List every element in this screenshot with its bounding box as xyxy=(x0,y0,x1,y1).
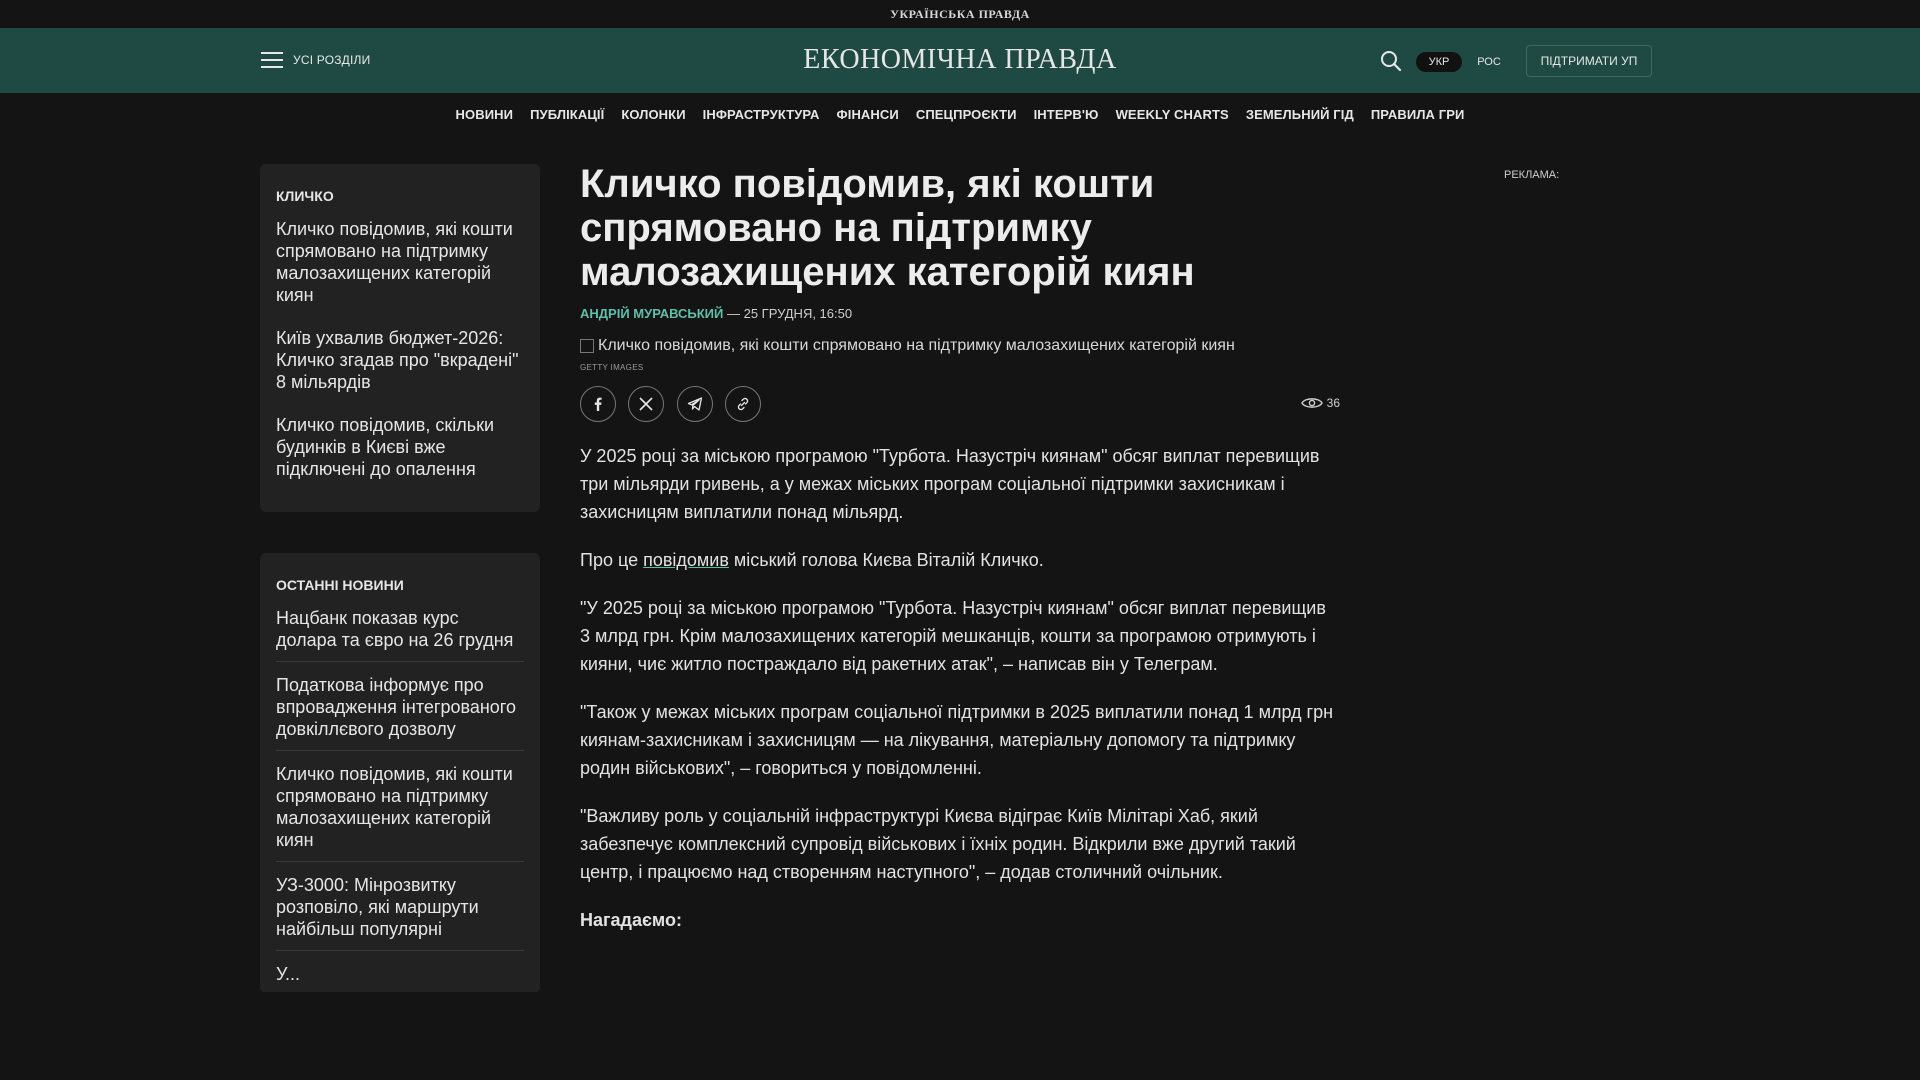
recall-heading: Нагадаємо: xyxy=(580,910,682,930)
search-icon[interactable] xyxy=(1379,49,1403,73)
list-item[interactable]: Кличко повідомив, які кошти спрямовано на підтримку малозахищених категорій киян xyxy=(276,219,513,305)
list-item[interactable]: Київ ухвалив бюджет-2026: Кличко згадав про "вкрадені" 8 мільярдів xyxy=(276,328,519,392)
nav-item-finance[interactable]: ФІНАНСИ xyxy=(836,106,899,122)
telegram-icon xyxy=(687,396,703,412)
view-count: 36 xyxy=(1326,396,1340,410)
tag-title[interactable]: КЛИЧКО xyxy=(276,188,334,204)
latest-news-card xyxy=(260,553,540,993)
lang-ros-button[interactable]: РОС xyxy=(1477,56,1501,68)
latest-news-title: ОСТАННІ НОВИНИ xyxy=(276,577,404,593)
author-link[interactable]: АНДРІЙ МУРАВСЬКИЙ xyxy=(580,306,724,321)
paragraph-text: Про це xyxy=(580,550,644,570)
x-share-button[interactable] xyxy=(628,386,664,422)
view-counter xyxy=(1301,396,1340,410)
link-icon xyxy=(735,396,751,412)
article-paragraph: "Важливу роль у соціальній інфраструктурі Києва відіграє Київ Мілітарі Хаб, який забезпечує комплексний супровід військових і їхніх родин. Відкрили вже другий такий центр, і працюємо над створенням наступного", – додав столичний очільник. xyxy=(580,806,1296,882)
up-top-strip xyxy=(0,0,1920,28)
up-brand-link[interactable]: УКРАЇНСЬКА ПРАВДА xyxy=(890,6,1030,21)
broken-image-icon xyxy=(580,339,594,353)
nav-item-infrastructure[interactable]: ІНФРАСТРУКТУРА xyxy=(702,106,820,122)
list-item[interactable]: Кличко повідомив, скільки будинків в Києві вже підключені до опалення xyxy=(276,415,495,479)
article-paragraph: "У 2025 році за міською програмою "Турбота. Назустріч киянам" обсяг виплат перевищив 3 млрд грн. Крім малозахищених категорій мешканців, кошти за програмою отримують і кияни, чиє житло постраждало від ракетних атак", – написав він у Телеграм. xyxy=(580,598,1326,674)
page-bottom-overlay xyxy=(0,992,1920,1080)
share-bar xyxy=(580,386,1340,422)
list-item[interactable]: У... xyxy=(276,963,524,993)
eye-icon xyxy=(1301,396,1323,410)
main-nav xyxy=(0,93,1920,135)
x-icon xyxy=(639,397,653,411)
article-paragraph: "Також у межах міських програм соціальної підтримки в 2025 виплатили понад 1 млрд грн киянам-захисникам і захисницям — на лікування, матеріальну допомогу та підтримку родин військових", – говориться у повідомленні. xyxy=(580,702,1334,778)
paragraph-text: міський голова Києва Віталій Кличко. xyxy=(728,550,1044,570)
image-credit: GETTY IMAGES xyxy=(580,363,644,372)
copy-link-button[interactable] xyxy=(725,386,761,422)
article-paragraph: У 2025 році за міською програмою "Турбота. Назустріч киянам" обсяг виплат перевищив три мільярди гривень, а у межах міських програм соціальної підтримки захисникам і захисницям виплатили понад мільярд. xyxy=(580,446,1320,522)
nav-item-special-projects[interactable]: СПЕЦПРОЄКТИ xyxy=(915,106,1017,122)
site-header xyxy=(0,28,1920,93)
nav-item-rules[interactable]: ПРАВИЛА ГРИ xyxy=(1370,106,1465,122)
article-image xyxy=(580,337,1340,355)
nav-item-land-guide[interactable]: ЗЕМЕЛЬНИЙ ГІД xyxy=(1245,106,1354,122)
nav-item-publications[interactable]: ПУБЛІКАЦІЇ xyxy=(530,106,605,122)
nav-item-interview[interactable]: ІНТЕРВ'Ю xyxy=(1033,106,1099,122)
article xyxy=(580,162,1340,954)
publish-date: — 25 ГРУДНЯ, 16:50 xyxy=(723,306,853,321)
list-item[interactable]: УЗ-3000: Мінрозвитку розповіло, які маршрути найбільш популярні xyxy=(276,874,524,951)
all-sections-button[interactable]: УСІ РОЗДІЛИ xyxy=(293,53,371,67)
article-body xyxy=(580,442,1340,934)
list-item[interactable]: Кличко повідомив, які кошти спрямовано на підтримку малозахищених категорій киян xyxy=(276,763,524,862)
image-alt-text: Кличко повідомив, які кошти спрямовано на підтримку малозахищених категорій киян xyxy=(598,337,1235,354)
ad-label: РЕКЛАМА: xyxy=(1504,169,1560,181)
support-button[interactable]: ПІДТРИМАТИ УП xyxy=(1526,45,1652,77)
facebook-icon xyxy=(590,396,606,412)
article-title: Кличко повідомив, які кошти спрямовано на підтримку малозахищених категорій киян xyxy=(580,162,1195,294)
nav-item-news[interactable]: НОВИНИ xyxy=(455,106,514,122)
list-item[interactable]: Податкова інформує про впровадження інтегрованого довкіллєвого дозволу xyxy=(276,674,524,751)
article-paragraph xyxy=(580,546,1340,574)
site-logo[interactable]: ЕКОНОМІЧНА ПРАВДА xyxy=(803,44,1117,75)
byline xyxy=(580,306,1340,321)
tag-news-card xyxy=(260,164,540,512)
source-link[interactable]: повідомив xyxy=(643,550,729,570)
nav-item-weekly-charts[interactable]: WEEKLY CHARTS xyxy=(1115,106,1229,122)
hamburger-menu-icon[interactable] xyxy=(261,52,283,68)
list-item[interactable]: Нацбанк показав курс долара та євро на 26 грудня xyxy=(276,607,524,662)
facebook-share-button[interactable] xyxy=(580,386,616,422)
telegram-share-button[interactable] xyxy=(677,386,713,422)
lang-ukr-button[interactable]: УКР xyxy=(1416,52,1462,72)
nav-item-columns[interactable]: КОЛОНКИ xyxy=(621,106,686,122)
